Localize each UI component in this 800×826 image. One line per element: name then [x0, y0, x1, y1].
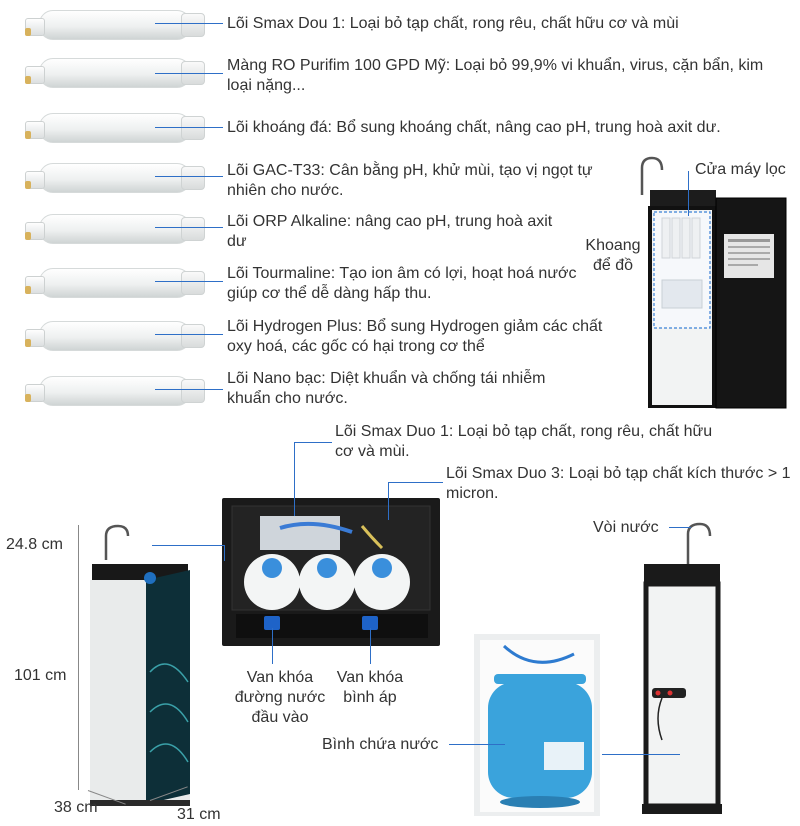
valve-tank-label: Van khóa bình áp [336, 669, 404, 706]
tank-illustration [474, 634, 602, 818]
leader-line-filter-1 [155, 23, 223, 24]
leader-line-filter-4 [155, 176, 223, 177]
leader-line-filter-8 [155, 389, 223, 390]
leader-line-filter-6 [155, 281, 223, 282]
leader-line-smax1-h [294, 442, 332, 443]
filter-cartridge-6 [25, 262, 205, 302]
leader-line-top [152, 545, 224, 546]
filter-label-5: Lõi ORP Alkaline: nâng cao pH, trung hoà axit dư [227, 213, 553, 250]
filter-cartridge-7 [25, 315, 205, 355]
machine-back-illustration [640, 518, 722, 820]
tank-label: Bình chứa nước [322, 736, 439, 753]
height-dimension-label: 101 cm [14, 667, 67, 684]
height-dimension-line [78, 525, 79, 790]
filter-cartridge-4 [25, 157, 205, 197]
leader-line-filter-3 [155, 127, 223, 128]
leader-line-tank [449, 744, 505, 745]
filter-label-4: Lõi GAC-T33: Cân bằng pH, khử mùi, tạo vị ngọt tự nhiên cho nước. [227, 162, 593, 199]
machine-open-illustration [600, 150, 800, 415]
filter-label-7: Lõi Hydrogen Plus: Bổ sung Hydrogen giảm các chất oxy hoá, các gốc có hại trong cơ thể [227, 318, 603, 355]
leader-line-valve-in [272, 628, 273, 664]
filter-cartridge-2 [25, 52, 205, 92]
filter-label-8: Lõi Nano bạc: Diệt khuẩn và chống tái nhiễm khuẩn cho nước. [227, 370, 546, 407]
leader-line-valve-tank [370, 628, 371, 664]
filter-label-1: Lõi Smax Dou 1: Loại bỏ tạp chất, rong rêu, chất hữu cơ và mùi [227, 15, 679, 32]
depth-dimension-label: 31 cm [177, 806, 221, 823]
leader-line-smax1 [294, 442, 295, 516]
filter-label-6: Lõi Tourmaline: Tạo ion âm có lợi, hoạt hoá nước giúp cơ thể dễ dàng hấp thu. [227, 265, 577, 302]
leader-line-filter-5 [155, 227, 223, 228]
compartment-label: Khoang để đồ [585, 237, 641, 274]
filter-cartridge-8 [25, 370, 205, 410]
filter-cartridge-5 [25, 208, 205, 248]
leader-line-back [602, 754, 680, 755]
filter-cartridge-1 [25, 4, 205, 44]
faucet-label: Vòi nước [593, 519, 659, 536]
filter-label-2: Màng RO Purifim 100 GPD Mỹ: Loại bỏ 99,9% vi khuẩn, virus, cặn bẩn, kim loại nặng... [227, 57, 764, 94]
leader-line-filter-7 [155, 334, 223, 335]
leader-line-top-v [224, 545, 225, 561]
filter-label-3: Lõi khoáng đá: Bổ sung khoáng chất, nâng cao pH, trung hoà axit dư. [227, 119, 721, 136]
machine-front-illustration [88, 522, 223, 812]
leader-line-smax3-h [388, 482, 443, 483]
smax3-label: Lõi Smax Duo 3: Loại bỏ tạp chất kích thước > 1 micron. [446, 465, 791, 502]
door-label: Cửa máy lọc [695, 161, 786, 178]
top-dimension-label: 24.8 cm [6, 536, 63, 553]
cabinet-illustration [222, 498, 442, 648]
valve-in-label: Van khóa đường nước đầu vào [234, 669, 326, 726]
smax1-label: Lõi Smax Duo 1: Loại bỏ tạp chất, rong rêu, chất hữu cơ và mùi. [335, 423, 713, 460]
leader-line-smax3 [388, 482, 389, 520]
leader-line-filter-2 [155, 73, 223, 74]
leader-line-faucet [669, 527, 691, 528]
width-dimension-label: 38 cm [54, 799, 98, 816]
leader-line-door [688, 171, 689, 216]
